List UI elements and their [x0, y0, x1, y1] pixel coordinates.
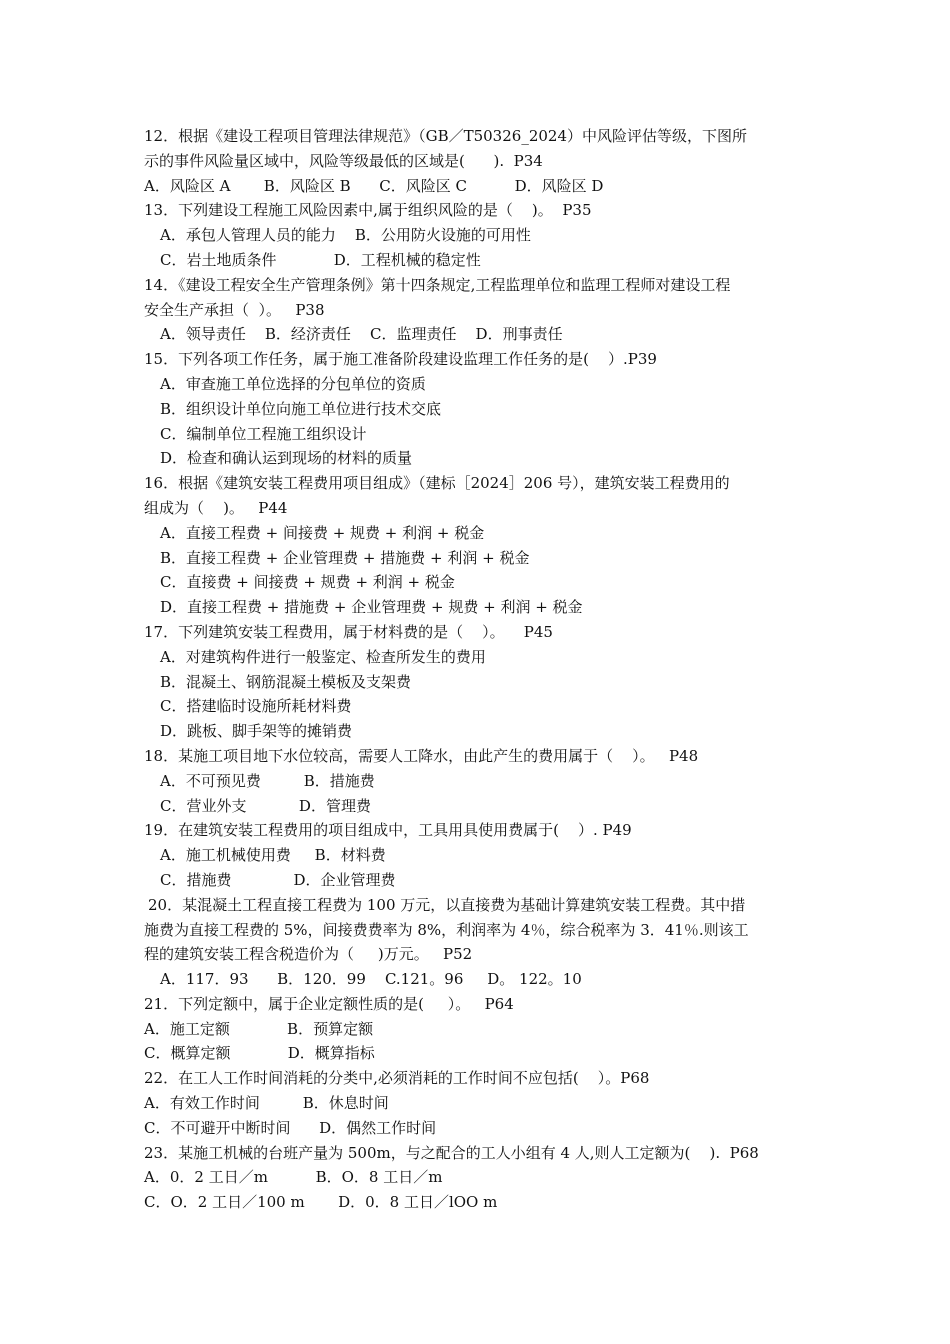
- text-line: D．检查和确认运到现场的材料的质量: [160, 449, 413, 468]
- text-line: C．O．2 工日／100 m D．0．8 工日／lOO m: [144, 1193, 498, 1212]
- text-line: B．组织设计单位向施工单位进行技术交底: [160, 399, 442, 418]
- text-line: B．混凝土、钢筋混凝土模板及支架费: [160, 672, 412, 691]
- text-line: 23．某施工机械的台班产量为 500m，与之配合的工人小组有 4 人,则人工定额为( ). P68: [144, 1143, 759, 1162]
- text-line: 15．下列各项工作任务，属于施工准备阶段建设监理工作任务的是( ）.P39: [144, 350, 657, 369]
- text-line: 20．某混凝土工程直接工程费为 100 万元，以直接费为基础计算建筑安装工程费。其中措: [148, 895, 746, 914]
- text-line: 组成为（ )。 P44: [144, 498, 288, 517]
- text-line: A．施工定额 B．预算定额: [144, 1019, 374, 1038]
- text-line: B．直接工程费 + 企业管理费 + 措施费 + 利润 + 税金: [160, 548, 530, 567]
- text-line: 程的建筑安装工程含税造价为（ )万元。 P52: [144, 945, 473, 964]
- text-line: 安全生产承担（ ）。 P38: [144, 300, 325, 319]
- text-line: C．搭建临时设施所耗材料费: [160, 697, 352, 716]
- text-line: 18．某施工项目地下水位较高，需要人工降水，由此产生的费用属于（ ）。 P48: [144, 746, 699, 765]
- text-line: A．117．93 B．120．99 C.121。96 D。 122。10: [160, 970, 582, 989]
- text-line: C．概算定额 D．概算指标: [144, 1044, 375, 1063]
- text-line: A．风险区 A B．风险区 B C．风险区 C D．风险区 D: [144, 176, 604, 195]
- text-line: C．编制单位工程施工组织设计: [160, 424, 367, 443]
- text-line: C．岩土地质条件 D．工程机械的稳定性: [160, 250, 481, 269]
- text-line: A．直接工程费 + 间接费 + 规费 + 利润 + 税金: [160, 523, 485, 542]
- text-line: 施费为直接工程费的 5%，间接费费率为 8%，利润率为 4％，综合税率为 3．41％.则该工: [144, 920, 749, 939]
- text-line: A．0．2 工日／m B．O．8 工日／m: [144, 1168, 443, 1187]
- text-line: C．直接费 + 间接费 + 规费 + 利润 + 税金: [160, 573, 455, 592]
- text-line: 14．《建设工程安全生产管理条例》第十四条规定,工程监理单位和监理工程师对建设工程: [144, 275, 731, 294]
- text-line: 13．下列建设工程施工风险因素中,属于组织风险的是（ )。 P35: [144, 201, 592, 220]
- text-line: 示的事件风险量区域中，风险等级最低的区域是( ). P34: [144, 151, 543, 170]
- text-line: C．不可避开中断时间 D．偶然工作时间: [144, 1118, 437, 1137]
- text-line: 22．在工人工作时间消耗的分类中,必须消耗的工作时间不应包括( ）。P68: [144, 1069, 650, 1088]
- text-line: A．承包人管理人员的能力 B．公用防火设施的可用性: [160, 226, 531, 245]
- text-line: 19．在建筑安装工程费用的项目组成中，工具用具使用费属于( ）. P49: [144, 821, 632, 840]
- text-line: 16．根据《建筑安装工程费用项目组成》（建标［2024］206 号），建筑安装工程费用的: [144, 474, 730, 493]
- text-line: C．措施费 D．企业管理费: [160, 870, 396, 889]
- text-line: 21．下列定额中，属于企业定额性质的是( ）。 P64: [144, 994, 514, 1013]
- text-line: A．不可预见费 B．措施费: [160, 771, 375, 790]
- text-line: 17．下列建筑安装工程费用，属于材料费的是（ ）。 P45: [144, 622, 553, 641]
- text-line: A．审查施工单位选择的分包单位的资质: [160, 374, 426, 393]
- text-line: A．有效工作时间 B．休息时间: [144, 1094, 389, 1113]
- text-line: D．直接工程费 + 措施费 + 企业管理费 + 规费 + 利润 + 税金: [160, 598, 583, 617]
- text-line: D．跳板、脚手架等的摊销费: [160, 722, 353, 741]
- text-line: A．施工机械使用费 B．材料费: [160, 846, 386, 865]
- text-line: 12．根据《建设工程项目管理法律规范》（GB／T50326_2024）中风险评估等级，下图所: [144, 127, 747, 145]
- question-list: [144, 124, 808, 1215]
- text-line: A．对建筑构件进行一般鉴定、检查所发生的费用: [160, 647, 486, 666]
- text-line: A．领导责任 B．经济责任 C．监理责任 D．刑事责任: [160, 325, 563, 344]
- text-line: C．营业外支 D．管理费: [160, 796, 371, 815]
